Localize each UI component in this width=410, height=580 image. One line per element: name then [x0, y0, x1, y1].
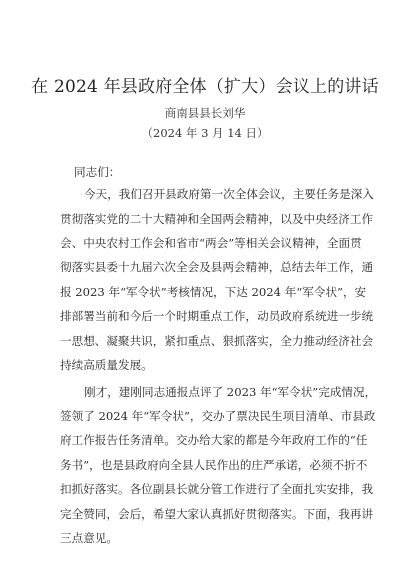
paragraph-1-line: 今天，我们召开县政府第一次全体会议，主要任务是深入: [84, 187, 374, 201]
paragraph-1-line: 报 2023 年“军令状”考核情况，下达 2024 年“军令状”，安: [60, 285, 367, 299]
author-line: 商南县县长刘华: [164, 106, 246, 120]
paragraph-1-line: 贯彻落实党的二十大精神和全国两会精神，以及中央经济工作: [60, 212, 374, 226]
salutation: 同志们：: [74, 165, 121, 179]
paragraph-2-line: 刚才，建刚同志通报点评了 2023 年“军令状”完成情况，: [84, 385, 377, 399]
paragraph-2-line: 完全赞同，会后，希望大家认真抓好贯彻落实。下面，我再讲: [60, 507, 374, 521]
date-line: （2024 年 3 月 14 日）: [141, 126, 269, 140]
paragraph-2-line: 务书”，也是县政府向全县人民作出的庄严承诺，必须不折不: [60, 458, 368, 472]
paragraph-2-line: 三点意见。: [60, 531, 118, 545]
paragraph-1-line: 持续高质量发展。: [60, 358, 153, 372]
paragraph-1-line: 一思想、凝聚共识，紧扣重点、狠抓落实，全力推动经济社会: [60, 334, 374, 348]
paragraph-1-line: 彻落实县委十九届六次全会及县两会精神，总结去年工作，通: [60, 260, 374, 274]
paragraph-2-line: 签领了 2024 年“军令状”，交办了票决民生项目清单、市县政: [60, 409, 376, 423]
paragraph-2-line: 府工作报告任务清单。交办给大家的都是今年政府工作的“任: [60, 433, 368, 447]
paragraph-2-line: 扣抓好落实。各位副县长就分管工作进行了全面扎实安排，我: [60, 482, 374, 496]
paragraph-1-line: 会、中央农村工作会和省市“两会”等相关会议精神，全面贯: [60, 236, 362, 250]
page-title: 在 2024 年县政府全体（扩大）会议上的讲话: [31, 77, 379, 97]
paragraph-1-line: 排部署当前和今后一个时期重点工作，动员政府系统进一步统: [60, 309, 374, 323]
